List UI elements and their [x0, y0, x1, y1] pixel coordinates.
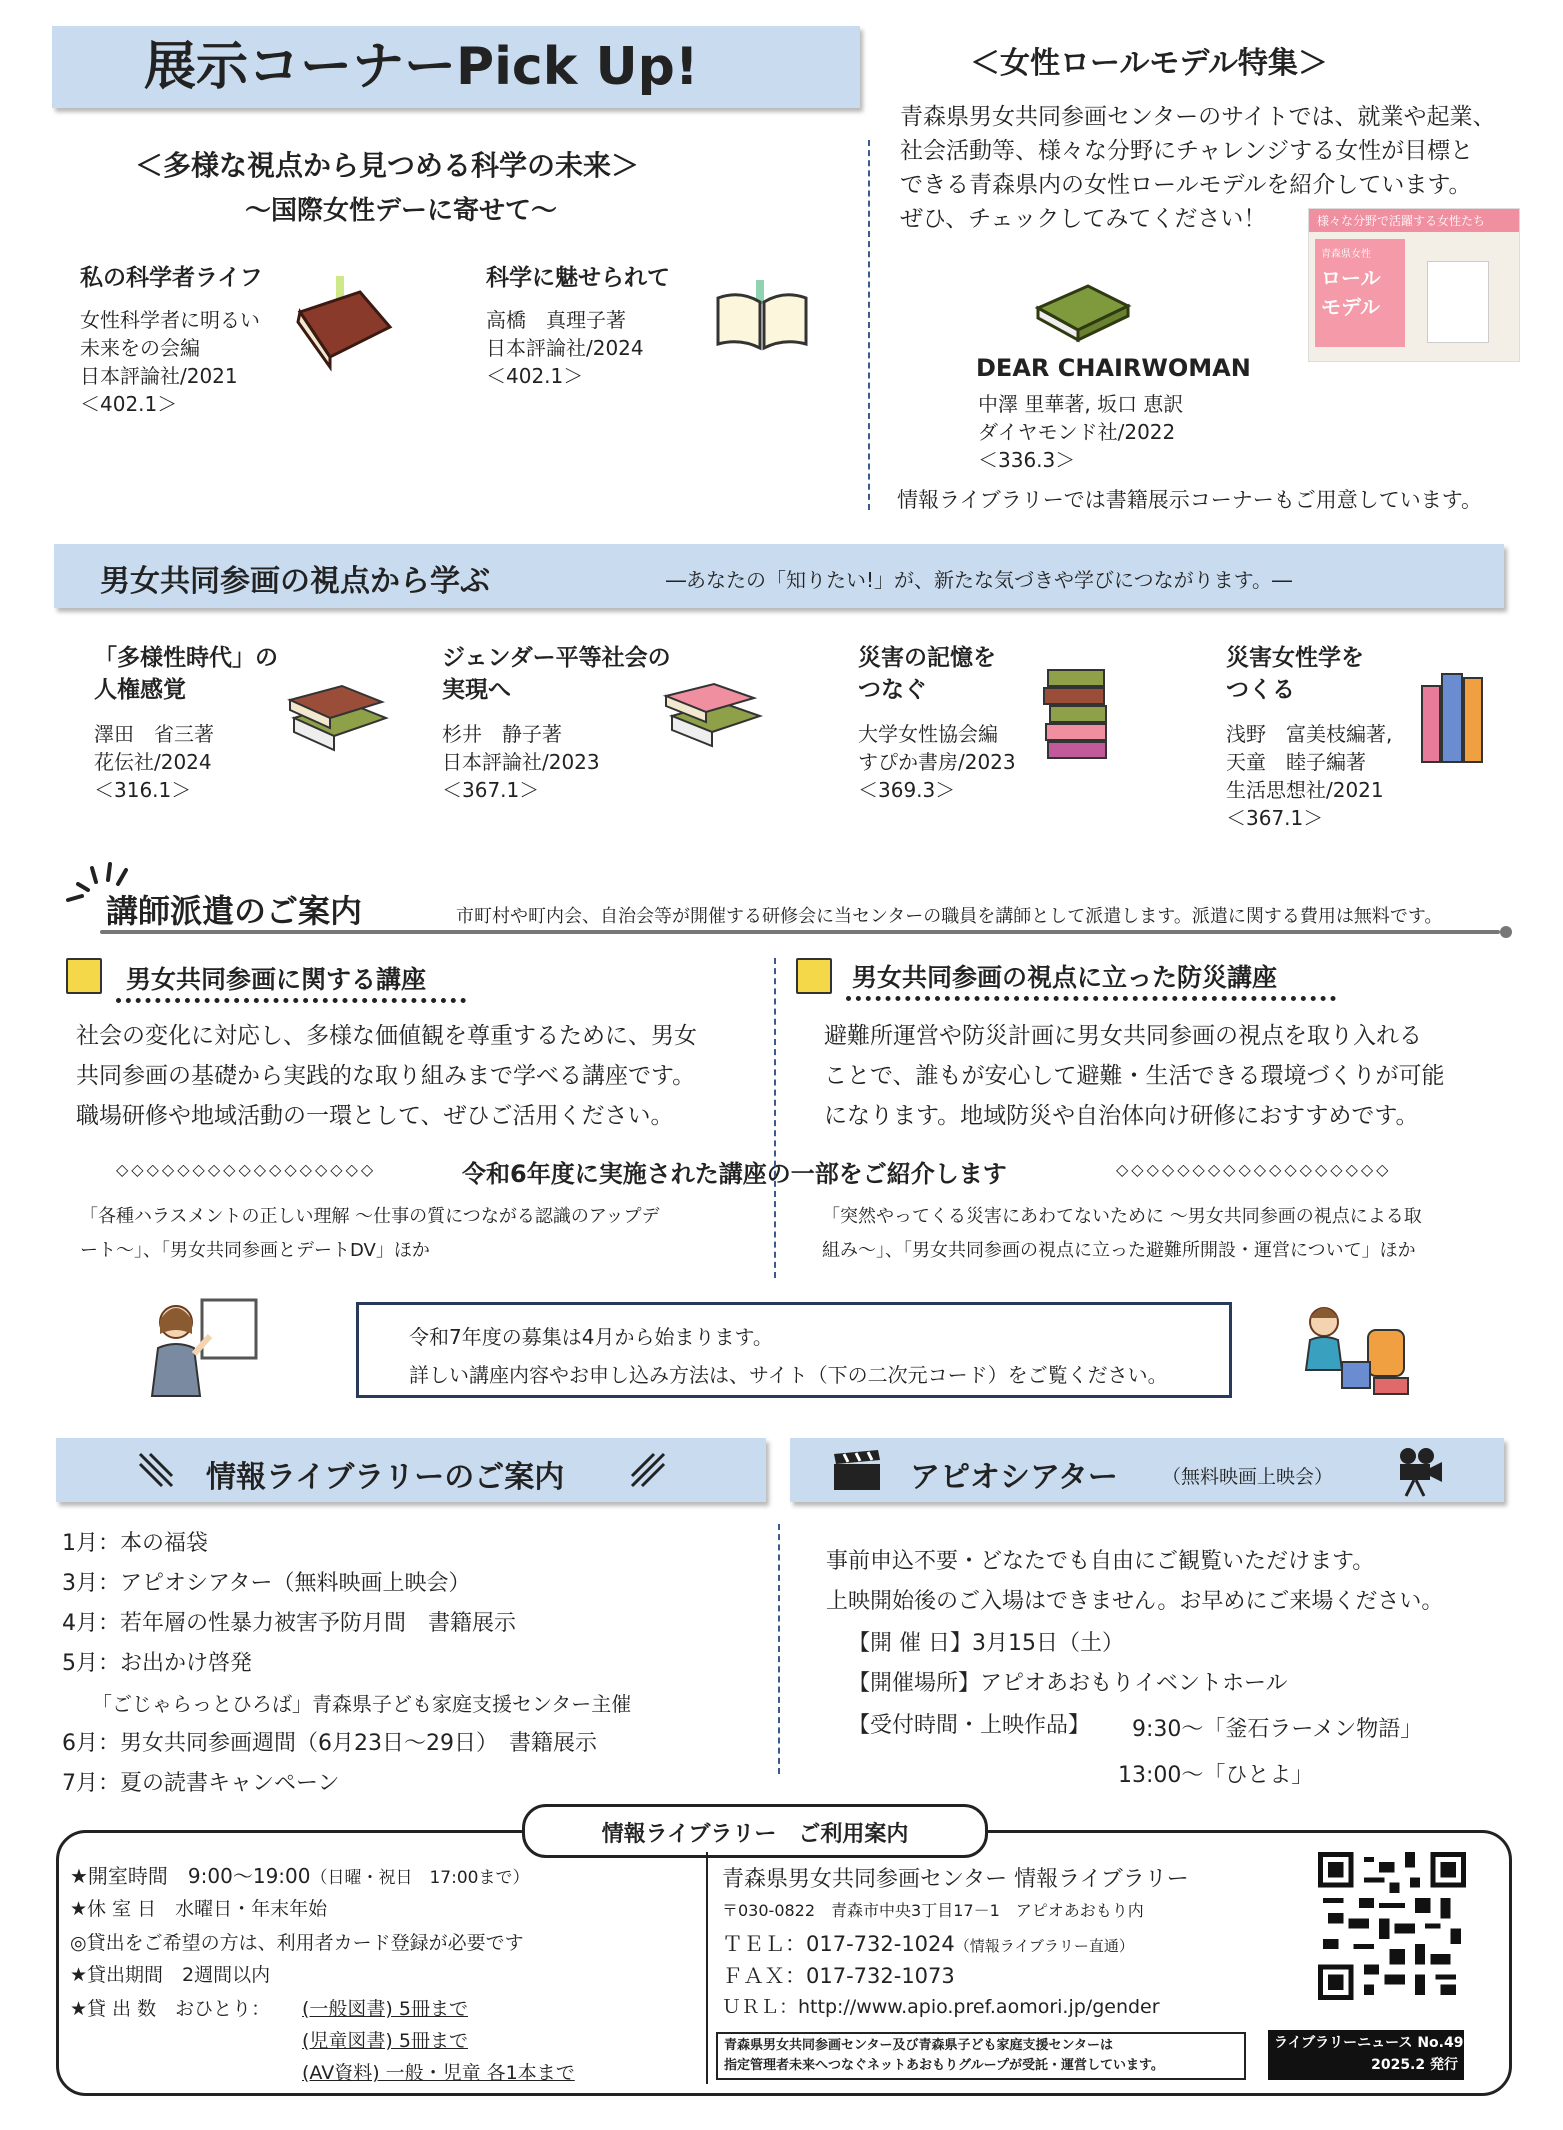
rolemodel-footer: 情報ライブラリーでは書籍展示コーナーもご用意しています。 [897, 488, 1483, 512]
desc-line: ぜひ、チェックしてみてください！ [900, 206, 1267, 232]
usage-count1: (一般図書) 5冊まで [302, 1998, 468, 2020]
divider [868, 140, 870, 510]
book-title: 実現へ [442, 677, 511, 703]
lecture-desc: 市町村や町内会、自治会等が開催する研修会に当センターの職員を講師として派遣します。派遣に関する費用は無料です。 [456, 906, 1443, 927]
learn-banner [54, 544, 1504, 608]
book-title: つなぐ [858, 677, 927, 703]
book-title: 科学に魅せられて [486, 265, 670, 291]
schedule-item: 4月：若年層の性暴力被害予防月間 書籍展示 [62, 1611, 516, 1636]
card-big1: ロール [1321, 266, 1381, 290]
book-line: 中澤 里華著, 坂口 恵訳 [978, 392, 1184, 416]
book-line: ＜336.3＞ [978, 448, 1076, 472]
book-line: 生活思想社/2021 [1226, 778, 1384, 802]
notice-box [356, 1302, 1232, 1398]
divider [100, 930, 1500, 934]
schedule-item: 7月：夏の読書キャンペーン [62, 1771, 340, 1796]
schedule-item: 6月：男女共同参画週間（6月23日～29日） 書籍展示 [62, 1731, 597, 1756]
book-line: 天童 睦子編著 [1226, 750, 1366, 774]
usage-tel [722, 1928, 1134, 1958]
pickup-title: 展示コーナーPick Up! [144, 37, 699, 97]
desc-line: 避難所運営や防災計画に男女共同参画の視点を取り入れる [824, 1023, 1422, 1049]
book-line: 杉井 静子著 [442, 722, 562, 746]
theater-banner [790, 1438, 1504, 1502]
usage-hours-note: （日曜・祝日 17:00まで） [310, 1868, 530, 1888]
learn-book-3 [858, 642, 1016, 804]
sample-line: 「各種ハラスメントの正しい理解 ～仕事の質につながる認識のアップデ [80, 1206, 660, 1227]
desc-line: 共同参画の基礎から実践的な取り組みまで学べる講座です。 [76, 1063, 696, 1089]
diamond-row: ◇◇◇◇◇◇◇◇◇◇◇◇◇◇◇◇◇◇ [1116, 1160, 1392, 1179]
pickup-book-2 [486, 258, 670, 390]
theater-line2: 上映開始後のご入場はできません。お早めにご来場ください。 [826, 1589, 1444, 1614]
divider [778, 1524, 780, 1774]
book-title: 人権感覚 [94, 677, 186, 703]
desc-line: ことで、誰もが安心して避難・生活できる環境づくりが可能 [824, 1063, 1445, 1089]
card-big2: モデル [1321, 295, 1380, 319]
divider [846, 996, 1336, 1001]
theater-time-label: 【受付時間・上映作品】 [848, 1713, 1091, 1738]
book-line: ＜402.1＞ [80, 392, 178, 416]
tall-book-stack-icon [1040, 664, 1120, 774]
notice-line: 詳しい講座内容やお申し込み方法は、サイト（下の二次元コード）をご覧ください。 [409, 1363, 1168, 1387]
desc-line: 社会の変化に対応し、多様な価値観を尊重するために、男女 [76, 1023, 697, 1049]
theater-place: 【開催場所】アピオあおもりイベントホール [848, 1671, 1288, 1696]
divider [116, 998, 466, 1003]
divider [1500, 926, 1512, 938]
sample-heading: 令和6年度に実施された講座の一部をご紹介します [462, 1160, 1007, 1188]
lecture-left-desc [76, 1016, 697, 1136]
learn-book-4 [1226, 642, 1392, 832]
book-line: 日本評論社/2023 [442, 750, 600, 774]
sample-line: ート～」、「男女共同参画とデートDV」ほか [80, 1240, 430, 1261]
usage-fax: ＦＡＸ：017-732-1073 [722, 1964, 955, 1988]
book-title: 災害の記憶を [858, 645, 996, 671]
book-title: 「多様性時代」の [94, 645, 278, 671]
schedule-item: 「ごじゃらっとひろば」青森県子ども家庭支援センター主催 [62, 1692, 632, 1716]
open-book-icon [712, 280, 812, 360]
news-badge [1268, 2030, 1464, 2080]
desc-line: 職場研修や地域活動の一環として、ぜひご活用ください。 [76, 1103, 674, 1129]
news-date: 2025.2 発行 [1371, 2057, 1458, 2073]
book-stack-icon [286, 678, 396, 764]
lecture-left-samples [80, 1200, 660, 1268]
usage-hours [70, 1860, 529, 1889]
lecture-left-title: 男女共同参画に関する講座 [126, 965, 427, 994]
book-line: 日本評論社/2024 [486, 336, 644, 360]
book-stack-icon [662, 676, 772, 762]
book-line: 澤田 省三著 [94, 722, 214, 746]
schedule-item: 1月：本の福袋 [62, 1531, 208, 1556]
usage-count3: (AV資料) 一般・児童 各1本まで [302, 2062, 575, 2084]
divider [706, 1852, 708, 2084]
usage-hours-text: ★開室時間 9:00～19:00 [70, 1864, 311, 1888]
book-title: つくる [1226, 677, 1295, 703]
schedule-item: 5月：お出かけ啓発 [62, 1651, 252, 1676]
usage-period: ★貸出期間 2週間以内 [70, 1964, 271, 1986]
notice-line: 令和7年度の募集は4月から始まります。 [409, 1325, 773, 1349]
usage-manage1: 青森県男女共同参画センター及び青森県子ども家庭支援センターは [724, 2038, 1113, 2053]
learn-book-2 [442, 642, 671, 804]
book-title: ジェンダー平等社会の [442, 645, 671, 671]
book-line: 花伝社/2024 [94, 750, 212, 774]
usage-title-pill [522, 1804, 988, 1858]
divider [774, 958, 776, 1278]
usage-manage-box [716, 2032, 1246, 2080]
standing-books-icon [1416, 668, 1486, 768]
book-line: ＜402.1＞ [486, 364, 584, 388]
usage-title: 情報ライブラリー ご利用案内 [601, 1822, 909, 1847]
learn-tagline: ―あなたの「知りたい!」が、新たな気づきや学びにつながります。― [666, 568, 1293, 592]
book-title: 災害女性学を [1226, 645, 1364, 671]
disaster-kit-illustration-icon [1290, 1300, 1420, 1400]
desc-line: 社会活動等、様々な分野にチャレンジする女性が目標と [900, 138, 1474, 164]
theater-date: 【開 催 日】3月15日（土） [848, 1631, 1124, 1656]
theater-show1: 9:30～「釜石ラーメン物語」 [1132, 1717, 1423, 1742]
usage-tel-note: （情報ライブラリー直通） [954, 1937, 1134, 1955]
book-line: すぴか書房/2023 [858, 750, 1016, 774]
pickup-subtitle: ＜多様な視点から見つめる科学の未来＞ [135, 149, 640, 182]
book-line: 女性科学者に明るい [80, 308, 260, 332]
card-top: 様々な分野で活躍する女性たち [1309, 209, 1519, 232]
library-title: 情報ライブラリーのご案内 [206, 1460, 565, 1495]
card-small: 青森県女性 [1321, 249, 1371, 260]
usage-closed: ★休 室 日 水曜日・年末年始 [70, 1898, 328, 1920]
lecture-title: 講師派遣のご案内 [106, 892, 363, 930]
book-line: ＜316.1＞ [94, 778, 192, 802]
book-line: ＜367.1＞ [1226, 806, 1324, 830]
desc-line: 青森県男女共同参画センターのサイトでは、就業や起業、 [900, 104, 1496, 130]
sparkle-left-icon [136, 1450, 176, 1490]
sticky-note-icon [796, 958, 832, 994]
book-line: 浅野 富美枝編著, [1226, 722, 1393, 746]
qr-code-icon[interactable] [1318, 1852, 1466, 2000]
film-camera-icon [1394, 1446, 1444, 1498]
teacher-illustration-icon [140, 1296, 260, 1406]
learn-title: 男女共同参画の視点から学ぶ [100, 564, 490, 599]
lecture-right-samples [822, 1200, 1422, 1268]
book-line: ダイヤモンド社/2022 [978, 420, 1176, 444]
diamond-row: ◇◇◇◇◇◇◇◇◇◇◇◇◇◇◇◇◇ [116, 1160, 377, 1179]
rolemodel-card[interactable] [1308, 208, 1520, 362]
usage-count-label: ★貸 出 数 おひとり： [70, 1998, 271, 2020]
sample-line: 「突然やってくる災害にあわてないために ～男女共同参画の視点による取 [822, 1206, 1422, 1227]
schedule-item: 3月：アピオシアター（無料映画上映会） [62, 1571, 471, 1596]
sample-line: 組み～」、「男女共同参画の視点に立った避難所開設・運営について」ほか [822, 1240, 1416, 1261]
library-banner [56, 1438, 766, 1502]
pickup-subtitle2: ～国際女性デーに寄せて～ [245, 196, 558, 226]
book-line: 高橋 真理子著 [486, 308, 626, 332]
news-number: ライブラリーニュース No.49 [1274, 2035, 1464, 2051]
green-book-icon [1028, 278, 1138, 348]
clapperboard-icon [832, 1450, 882, 1492]
library-schedule [62, 1524, 631, 1804]
rolemodel-book-info [978, 390, 1183, 474]
desc-line: できる青森県内の女性ロールモデルを紹介しています。 [900, 172, 1472, 198]
pickup-book-1 [80, 258, 263, 418]
book-line: 日本評論社/2021 [80, 364, 238, 388]
usage-manage2: 指定管理者未来へつなぐネットあおもりグループが受託・運営しています。 [724, 2058, 1164, 2073]
usage-count2: (児童図書) 5冊まで [302, 2030, 468, 2052]
usage-tel-text: ＴＥＬ：017-732-1024 [722, 1932, 955, 1956]
sparkle-right-icon [628, 1450, 668, 1490]
lecture-right-desc [824, 1016, 1445, 1136]
desc-line: になります。地域防災や自治体向け研修におすすめです。 [824, 1103, 1419, 1129]
book-line: 大学女性協会編 [858, 722, 998, 746]
lecture-right-title: 男女共同参画の視点に立った防災講座 [852, 963, 1278, 992]
theater-sub: （無料映画上映会） [1162, 1466, 1334, 1488]
pickup-banner [52, 26, 860, 108]
book-line: 未来をの会編 [80, 336, 200, 360]
closed-book-icon [290, 272, 400, 372]
theater-title: アピオシアター [910, 1460, 1118, 1495]
sticky-note-icon [66, 958, 102, 994]
theater-show2: 13:00～「ひとよ」 [1118, 1763, 1314, 1788]
usage-card: ◎貸出をご希望の方は、利用者カード登録が必要です [70, 1932, 524, 1954]
theater-line1: 事前申込不要・どなたでも自由にご観覧いただけます。 [826, 1549, 1375, 1574]
rolemodel-book-title: DEAR CHAIRWOMAN [976, 354, 1251, 382]
usage-org: 青森県男女共同参画センター 情報ライブラリー [722, 1867, 1189, 1892]
usage-url[interactable]: ＵＲＬ：http://www.apio.pref.aomori.jp/gender [722, 1996, 1160, 2018]
rolemodel-title: ＜女性ロールモデル特集＞ [970, 46, 1328, 81]
usage-address: 〒030-0822 青森市中央3丁目17－1 アピオあおもり内 [722, 1901, 1144, 1920]
book-title: 私の科学者ライフ [80, 265, 263, 291]
learn-book-1 [94, 642, 278, 804]
book-line: ＜369.3＞ [858, 778, 956, 802]
book-line: ＜367.1＞ [442, 778, 540, 802]
